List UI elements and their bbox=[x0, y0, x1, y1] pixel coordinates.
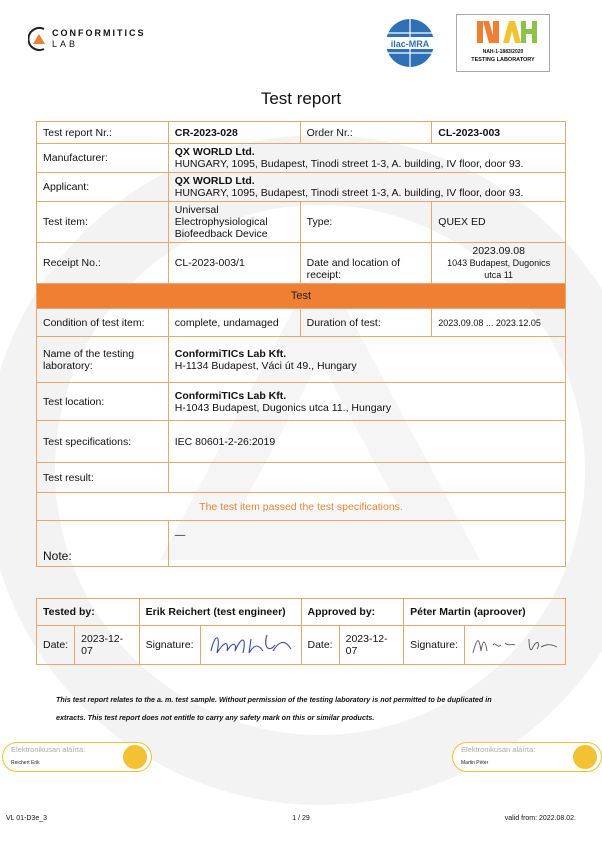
page-title: Test report bbox=[260, 89, 342, 108]
footer-valid-from: valid from: 2022.08.02. bbox=[504, 815, 576, 822]
spec-value: IEC 80601-2-26:2019 bbox=[168, 421, 565, 463]
applicant-name: QX WORLD Ltd. bbox=[174, 175, 255, 187]
receipt-date: 2023.09.08 bbox=[472, 245, 525, 257]
table-row bbox=[37, 421, 566, 463]
esign-name: Reichert Erik bbox=[11, 760, 40, 766]
nah-code: NAH-1-1883/2020 bbox=[482, 49, 524, 55]
table-row bbox=[37, 383, 566, 421]
lab-cell bbox=[168, 337, 565, 383]
disclaimer-line2: extracts. This test report does not entitle to carry any safety mark on this or similar products. bbox=[56, 713, 375, 722]
signature-table bbox=[36, 598, 566, 665]
table-row bbox=[37, 626, 566, 665]
logo-sub: LAB bbox=[52, 39, 79, 49]
date-location-label: Date and location of receipt: bbox=[300, 243, 432, 284]
report-nr-label: Test report Nr.: bbox=[37, 122, 169, 144]
table-row bbox=[37, 599, 566, 626]
approved-by-label: Approved by: bbox=[301, 599, 404, 626]
test-item-cell bbox=[168, 202, 300, 243]
footer-doc-code: VL 01-D3e_3 bbox=[6, 815, 47, 822]
result-label: Test result: bbox=[37, 463, 169, 493]
table-row bbox=[37, 521, 566, 567]
type-label: Type: bbox=[300, 202, 432, 243]
manufacturer-label: Manufacturer: bbox=[37, 144, 169, 173]
nah-letters-icon bbox=[457, 15, 549, 47]
table-row bbox=[37, 173, 566, 202]
esign-label: Elektronikusan aláírta: bbox=[11, 745, 86, 754]
approved-by-name: Péter Martin (aproover) bbox=[404, 599, 566, 626]
electronic-signature-right bbox=[452, 742, 602, 772]
tested-date-value: 2023-12-07 bbox=[75, 626, 140, 665]
tested-by-label: Tested by: bbox=[37, 599, 140, 626]
ilac-text: ilac-MRA bbox=[390, 39, 430, 49]
report-table bbox=[36, 121, 566, 567]
handwritten-signature-martin bbox=[471, 629, 559, 659]
lab-name: ConformiTICs Lab Kft. bbox=[174, 347, 287, 360]
esign-name: Martin Péter bbox=[461, 760, 489, 766]
condition-label: Condition of test item: bbox=[37, 309, 169, 337]
receipt-location: 1043 Budapest, Dugonics utca 11 bbox=[447, 258, 551, 280]
location-cell bbox=[168, 383, 565, 421]
nah-accreditation-logo bbox=[456, 14, 550, 72]
manufacturer-address: HUNGARY, 1095, Budapest, Tinodi street 1-3, A. building, IV floor, door 93. bbox=[174, 158, 524, 170]
approved-date-value: 2023-12-07 bbox=[339, 626, 404, 665]
receipt-value: CL-2023-003/1 bbox=[168, 243, 300, 284]
location-name: ConformiTICs Lab Kft. bbox=[174, 389, 287, 402]
applicant-address: HUNGARY, 1095, Budapest, Tinodi street 1-3, A. building, IV floor, door 93. bbox=[174, 187, 524, 199]
tested-date-label: Date: bbox=[37, 626, 75, 665]
location-address: H-1043 Budapest, Dugonics utca 11., Hungary bbox=[174, 401, 392, 414]
approved-signature-label: Signature: bbox=[404, 626, 465, 665]
ilac-mra-logo bbox=[380, 17, 440, 69]
table-row bbox=[37, 144, 566, 173]
tested-by-name: Erik Reichert (test engineer) bbox=[139, 599, 301, 626]
condition-value: complete, undamaged bbox=[168, 309, 300, 337]
signo-seal-icon bbox=[123, 745, 147, 769]
manufacturer-cell bbox=[168, 144, 565, 173]
order-nr-value: CL-2023-003 bbox=[432, 122, 566, 144]
table-row bbox=[37, 463, 566, 493]
applicant-label: Applicant: bbox=[37, 173, 169, 202]
disclaimer-line1: This test report relates to the a. m. test sample. Without permission of the testing laboratory is not permitted to be duplicated in bbox=[56, 695, 492, 704]
type-value: QUEX ED bbox=[432, 202, 566, 243]
signo-seal-icon bbox=[573, 745, 597, 769]
test-section-header: Test bbox=[37, 284, 566, 309]
logo-name: CONFORMITICS bbox=[52, 28, 146, 38]
receipt-label: Receipt No.: bbox=[37, 243, 169, 284]
approved-signature-cell bbox=[465, 626, 566, 665]
esign-label: Elektronikusan aláírta: bbox=[461, 745, 536, 754]
table-row bbox=[37, 122, 566, 144]
table-row bbox=[37, 202, 566, 243]
lab-label: Name of the testing laboratory: bbox=[37, 337, 169, 383]
order-nr-label: Order Nr.: bbox=[300, 122, 432, 144]
footer-page-number: 1 / 29 bbox=[292, 815, 310, 822]
table-row bbox=[37, 243, 566, 284]
applicant-cell bbox=[168, 173, 565, 202]
table-row bbox=[37, 493, 566, 521]
nah-label: TESTING LABORATORY bbox=[471, 57, 535, 63]
table-row bbox=[37, 309, 566, 337]
note-label: Note: bbox=[37, 521, 169, 567]
test-item-line: Universal bbox=[174, 204, 219, 216]
test-item-line: Biofeedback Device bbox=[174, 228, 268, 240]
duration-value: 2023.09.08 ... 2023.12.05 bbox=[432, 309, 566, 337]
test-item-label: Test item: bbox=[37, 202, 169, 243]
receipt-date-cell bbox=[432, 243, 566, 284]
tested-signature-label: Signature: bbox=[139, 626, 200, 665]
tested-signature-cell bbox=[200, 626, 301, 665]
note-value: — bbox=[168, 521, 565, 567]
test-item-line: Electrophysiological bbox=[174, 216, 268, 228]
electronic-signature-left bbox=[2, 742, 152, 772]
conformitics-logo-icon bbox=[28, 26, 50, 52]
lab-address: H-1134 Budapest, Váci út 49., Hungary bbox=[174, 359, 357, 372]
approved-date-label: Date: bbox=[301, 626, 339, 665]
result-text: The test item passed the test specifications. bbox=[37, 493, 566, 521]
duration-label: Duration of test: bbox=[300, 309, 432, 337]
spec-label: Test specifications: bbox=[37, 421, 169, 463]
handwritten-signature-reichert bbox=[207, 629, 295, 659]
result-empty bbox=[168, 463, 565, 493]
table-row bbox=[37, 337, 566, 383]
report-nr-value: CR-2023-028 bbox=[168, 122, 300, 144]
table-row bbox=[37, 284, 566, 309]
location-label: Test location: bbox=[37, 383, 169, 421]
manufacturer-name: QX WORLD Ltd. bbox=[174, 146, 255, 158]
